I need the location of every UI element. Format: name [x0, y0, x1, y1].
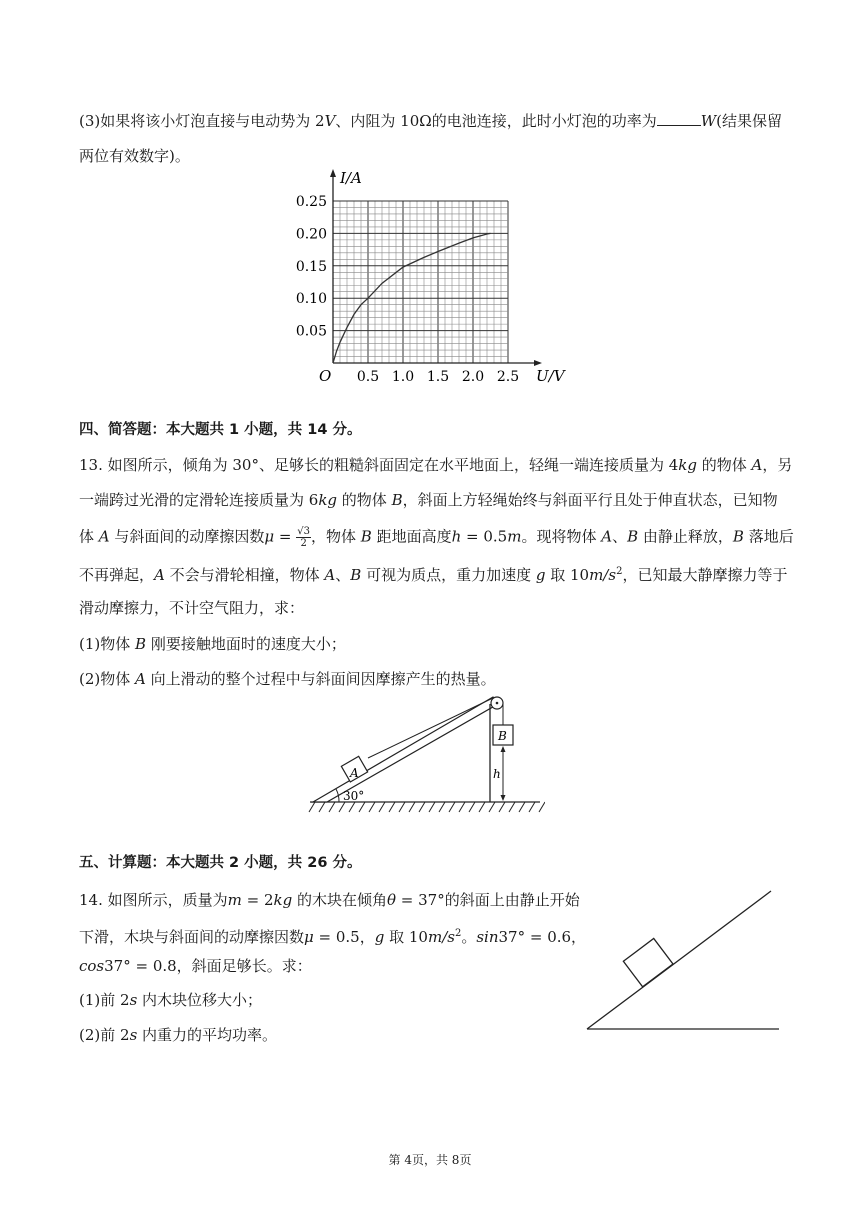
chart-x-tick-label: 0.5	[356, 369, 380, 385]
block-b-label: B	[498, 729, 507, 743]
q14-line1: 14. 如图所示，质量为m = 2kg 的木块在倾角θ = 37°的斜面上由静止开始	[79, 891, 580, 909]
chart-y-tick-label: 0.25	[295, 194, 327, 210]
q13-incline-pulley-figure	[305, 690, 545, 820]
height-label: h	[493, 767, 501, 781]
ground-hatching	[309, 802, 545, 812]
q13-part1: (1)物体 B 刚要接触地面时的速度大小；	[79, 635, 346, 653]
q13-line1: 13. 如图所示，倾角为 30°、足够长的粗糙斜面固定在水平地面上，轻绳一端连接质量为 4kg 的物体 A，另	[79, 456, 793, 474]
chart-x-tick-label: 2.0	[461, 369, 485, 385]
chart-y-tick-label: 0.15	[295, 258, 327, 275]
rope-incline	[368, 698, 494, 759]
q14-part1: (1)前 2s 内木块位移大小；	[79, 991, 263, 1009]
q13-line2: 一端跨过光滑的定滑轮连接质量为 6kg 的物体 B，斜面上方轻绳始终与斜面平行且处于伸直状态，已知物	[79, 491, 778, 509]
chart-x-tick-label: 1.0	[391, 369, 415, 385]
section5-heading: 五、计算题：本大题共 2 小题，共 26 分。	[79, 855, 362, 871]
chart-origin-label: O	[319, 367, 332, 385]
q13-line4: 不再弹起，A 不会与滑轮相撞，物体 A、B 可视为质点，重力加速度 g 取 $10m/s^2$，已知最大静摩擦力等于	[79, 566, 788, 584]
angle-label: 30°	[343, 789, 365, 803]
q12-part3-line1: (3)如果将该小灯泡直接与电动势为 2V、内阻为 10Ω的电池连接，此时小灯泡的功率为 W(结果保留	[79, 112, 782, 130]
q12-part3-line2: 两位有效数字)。	[79, 147, 190, 165]
chart-x-axis-arrow	[534, 360, 542, 366]
q14-line2: 下滑，木块与斜面间的动摩擦因数μ = 0.5，g 取 $10m/s^2$。sin37° = 0.6，	[79, 928, 587, 946]
chart-y-axis-label: I/A	[340, 169, 362, 187]
chart-x-tick-label: 1.5	[426, 369, 450, 385]
chart-x-tick-label: 2.5	[496, 369, 520, 385]
chart-grid	[333, 201, 508, 363]
chart-y-axis-arrow	[330, 169, 336, 177]
chart-y-tick-label: 0.05	[295, 323, 327, 340]
page-footer: 第 4页，共 8页	[388, 1153, 472, 1167]
chart-y-tick-label: 0.10	[295, 291, 327, 308]
incline-slope	[587, 891, 771, 1029]
chart-axes	[330, 169, 542, 366]
iu-chart	[0, 0, 860, 400]
wooden-block	[623, 938, 673, 986]
block-a-label: A	[350, 766, 359, 780]
chart-x-axis-label: U/V	[536, 367, 565, 385]
q14-part2: (2)前 2s 内重力的平均功率。	[79, 1026, 278, 1044]
section4-heading: 四、简答题：本大题共 1 小题，共 14 分。	[79, 422, 362, 438]
q14-line3: cos37° = 0.8，斜面足够长。求：	[79, 957, 312, 975]
incline-plank	[313, 697, 498, 802]
q13-part2: (2)物体 A 向上滑动的整个过程中与斜面间因摩擦产生的热量。	[79, 670, 496, 688]
q13-line5: 滑动摩擦力，不计空气阻力，求：	[79, 599, 305, 617]
q13-line3: 体 A 与斜面间的动摩擦因数μ = $\frac{√3}{2}$ ，物体 B 距地面高度h = 0.5m。现将物体 A、B 由静止释放，B 落地后	[79, 526, 794, 549]
chart-y-tick-label: 0.20	[295, 226, 327, 243]
q14-incline-block-figure	[585, 888, 785, 1038]
sqrt3-over-2-fraction: $\frac{√3}{2}$	[297, 526, 310, 549]
